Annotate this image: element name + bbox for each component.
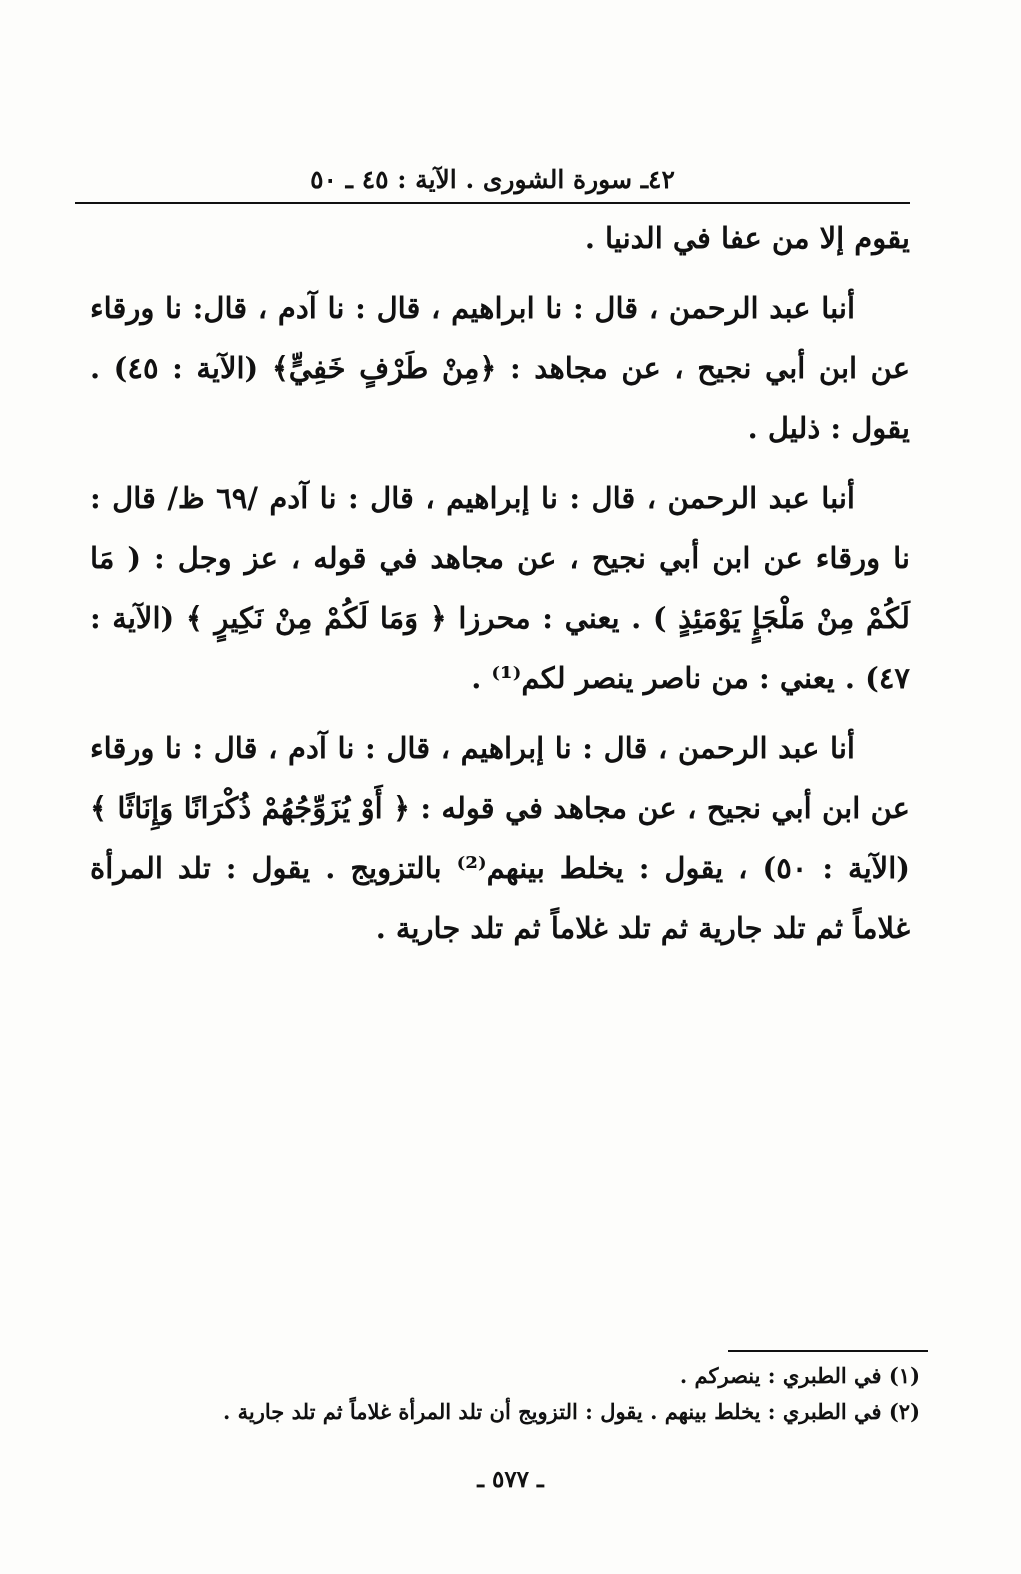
footnotes [95,1358,920,1430]
page-number: ـ ٥٧٧ ـ [477,1466,544,1493]
footnote-divider [728,1350,928,1352]
paragraph-verse-50: أنا عبد الرحمن ، قال : نا إبراهيم ، قال : نا آدم ، قال : نا ورقاء عن ابن أبي نجيح ، عن مجاهد في قوله : ﴿ أَوْ يُزَوِّجُهُمْ ذُكْرَانًا وَإِنَاثًا ﴾ (الآية : ٥٠) ، يقول : يخلط بينهم⁽²⁾ بالتزويج . يقول : تلد المرأة غلاماً ثم تلد جارية ثم تلد غلاماً ثم تلد جارية . [90,731,910,945]
running-head: ٤٢ـ سورة الشورى . الآية : ٤٥ ـ ٥٠ [75,160,910,204]
paragraph-verse-45: أنبا عبد الرحمن ، قال : نا ابراهيم ، قال : نا آدم ، قال: نا ورقاء عن ابن أبي نجيح ، عن مجاهد : ﴿مِنْ طَرْفٍ خَفِيٍّ﴾ (الآية : ٤٥) . يقول : ذليل . [90,291,910,445]
footnote-1: (١) في الطبري : ينصركم . [679,1363,920,1388]
main-text [90,208,910,968]
paragraph-continuation: يقوم إلا من عفا في الدنيا . [584,221,910,255]
paragraph-verse-47: أنبا عبد الرحمن ، قال : نا إبراهيم ، قال : نا آدم /٦٩ ظ/ قال : نا ورقاء عن ابن أبي نجيح ، عن مجاهد في قوله ، عز وجل : ( مَا لَكُمْ مِنْ مَلْجَإٍ يَوْمَئِذٍ ) . يعني : محرزا ﴿ وَمَا لَكُمْ مِنْ نَكِيرٍ ﴾ (الآية : ٤٧) . يعني : من ناصر ينصر لكم⁽¹⁾ . [90,481,910,695]
footnote-2: (٢) في الطبري : يخلط بينهم . يقول : التزويج أن تلد المرأة غلاماً ثم تلد جارية . [223,1399,920,1424]
